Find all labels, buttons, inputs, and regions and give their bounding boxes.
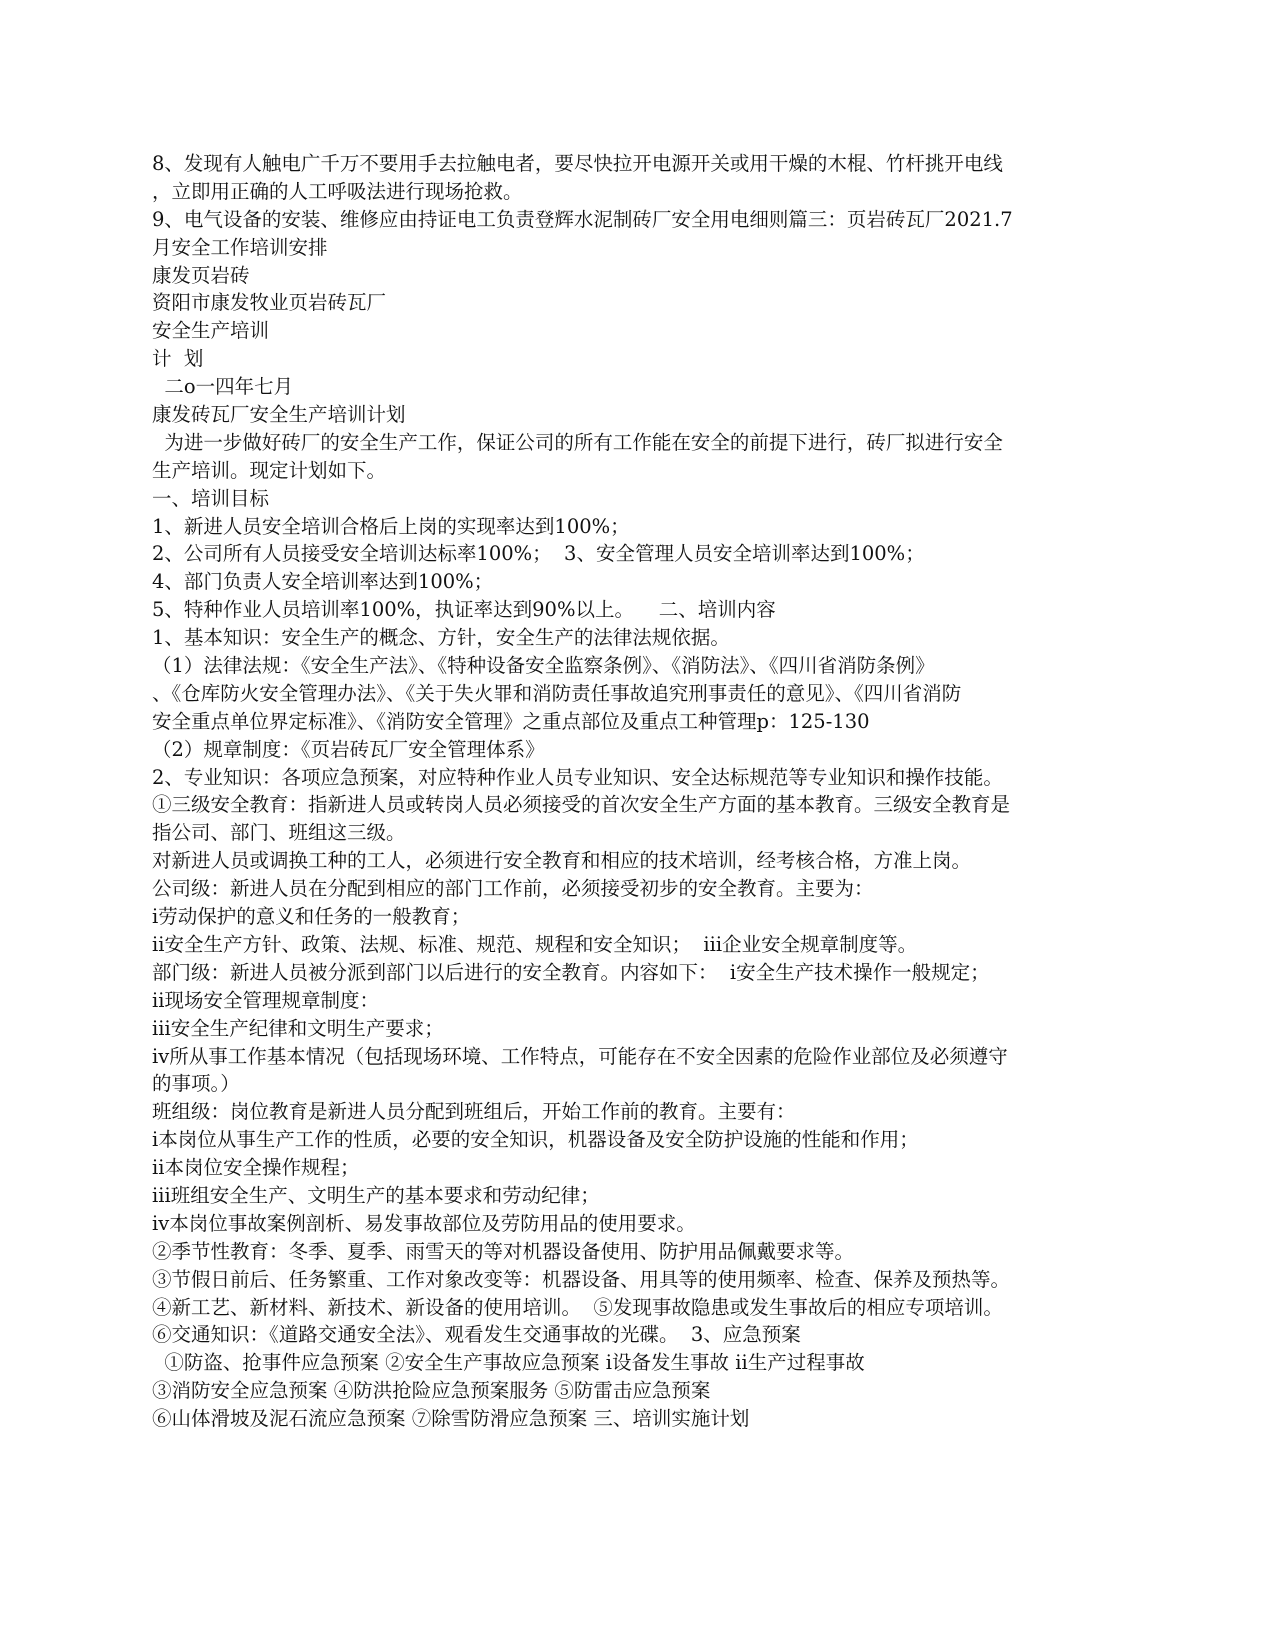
text-line: ⅲ安全生产纪律和文明生产要求； (152, 1016, 444, 1040)
text-line: 指公司、部门、班组这三级。 (152, 821, 406, 845)
text-line: ①三级安全教育：指新进人员或转岗人员必须接受的首次安全生产方面的基本教育。三级安全教育是 (152, 793, 1011, 817)
text-line: ⑥山体滑坡及泥石流应急预案 ⑦除雪防滑应急预案 三、培训实施计划 (152, 1407, 750, 1431)
text-line: 5、特种作业人员培训率100%，执证率达到90%以上。 二、培训内容 (152, 598, 776, 622)
text-line: 对新进人员或调换工种的工人，必须进行安全教育和相应的技术培训，经考核合格，方准上岗。 (152, 849, 972, 873)
text-line: 2、专业知识：各项应急预案，对应特种作业人员专业知识、安全达标规范等专业知识和操作技能。 (152, 765, 1003, 789)
text-line: ①防盗、抢事件应急预案 ②安全生产事故应急预案 ⅰ设备发生事故 ⅱ生产过程事故 (152, 1351, 865, 1375)
text-line: ⅰ劳动保护的意义和任务的一般教育； (152, 905, 471, 929)
text-line: 2、公司所有人员接受安全培训达标率100%； 3、安全管理人员安全培训率达到100%； (152, 542, 925, 566)
plan-title-line2: 计 划 (152, 347, 204, 371)
text-line: ③节假日前后、任务繁重、工作对象改变等：机器设备、用具等的使用频率、检查、保养及预热等。 (152, 1267, 1011, 1291)
plan-date: 二o一四年七月 (152, 375, 294, 399)
document-body (152, 150, 1112, 1433)
text-line: ⅳ所从事工作基本情况（包括现场环境、工作特点，可能存在不安全因素的危险作业部位及必须遵守 (152, 1044, 1008, 1068)
text-line: （1）法律法规：《安全生产法》、《特种设备安全监察条例》、《消防法》、《四川省消防条例》 (152, 654, 935, 678)
text-line: ③消防安全应急预案 ④防洪抢险应急预案服务 ⑤防雷击应急预案 (152, 1379, 711, 1403)
text-line: ⅱ现场安全管理规章制度： (152, 988, 379, 1012)
text-line: ⅱ安全生产方针、政策、法规、标准、规范、规程和安全知识； ⅲ企业安全规章制度等。 (152, 932, 918, 956)
text-line: ⅱ本岗位安全操作规程； (152, 1156, 360, 1180)
text-line: 的事项。） (152, 1072, 240, 1096)
company-name-short: 康发页岩砖 (152, 263, 250, 287)
text-line: 9、电气设备的安装、维修应由持证电工负责登辉水泥制砖厂安全用电细则篇三：页岩砖瓦厂2021.7 (152, 207, 1013, 231)
section-heading-goals: 一、培训目标 (152, 486, 270, 510)
text-line: 8、发现有人触电广千万不要用手去拉触电者，要尽快拉开电源开关或用干燥的木棍、竹杆挑开电线 (152, 152, 1003, 175)
plan-title-line1: 安全生产培训 (152, 319, 270, 343)
company-name-full: 资阳市康发牧业页岩砖瓦厂 (152, 291, 387, 315)
text-line: ⑥交通知识：《道路交通安全法》、观看发生交通事故的光碟。 3、应急预案 (152, 1323, 801, 1347)
text-line: 、《仓库防火安全管理办法》、《关于失火罪和消防责任事故追究刑事责任的意见》、《四川省消防 (152, 681, 962, 705)
text-line: 生产培训。现定计划如下。 (152, 458, 387, 482)
text-line: 为进一步做好砖厂的安全生产工作，保证公司的所有工作能在安全的前提下进行，砖厂拟进行安全 (152, 430, 1003, 454)
text-line: ④新工艺、新材料、新技术、新设备的使用培训。 ⑤发现事故隐患或发生事故后的相应专项培训。 (152, 1295, 1003, 1319)
text-line: ，立即用正确的人工呼吸法进行现场抢救。 (152, 179, 523, 203)
text-line: 部门级：新进人员被分派到部门以后进行的安全教育。内容如下： ⅰ安全生产技术操作一般规定； (152, 960, 990, 984)
text-line: 1、基本知识：安全生产的概念、方针，安全生产的法律法规依据。 (152, 626, 730, 650)
text-line: ⅰ本岗位从事生产工作的性质，必要的安全知识，机器设备及安全防护设施的性能和作用； (152, 1128, 919, 1152)
text-line: 班组级：岗位教育是新进人员分配到班组后，开始工作前的教育。主要有： (152, 1100, 796, 1124)
text-line: 公司级：新进人员在分配到相应的部门工作前，必须接受初步的安全教育。主要为： (152, 877, 874, 901)
text-line: ⅲ班组安全生产、文明生产的基本要求和劳动纪律； (152, 1183, 600, 1207)
text-line: 月安全工作培训安排 (152, 235, 328, 259)
text-line: ⅳ本岗位事故案例剖析、易发事故部位及劳防用品的使用要求。 (152, 1211, 696, 1235)
text-line: ②季节性教育：冬季、夏季、雨雪天的等对机器设备使用、防护用品佩戴要求等。 (152, 1239, 855, 1263)
text-line: 4、部门负责人安全培训率达到100%； (152, 570, 494, 594)
text-line: （2）规章制度：《页岩砖瓦厂安全管理体系》 (152, 737, 545, 761)
text-line: 1、新进人员安全培训合格后上岗的实现率达到100%； (152, 514, 630, 538)
plan-heading: 康发砖瓦厂安全生产培训计划 (152, 403, 406, 427)
text-line: 安全重点单位界定标准》、《消防安全管理》之重点部位及重点工种管理p：125-130 (152, 709, 870, 733)
